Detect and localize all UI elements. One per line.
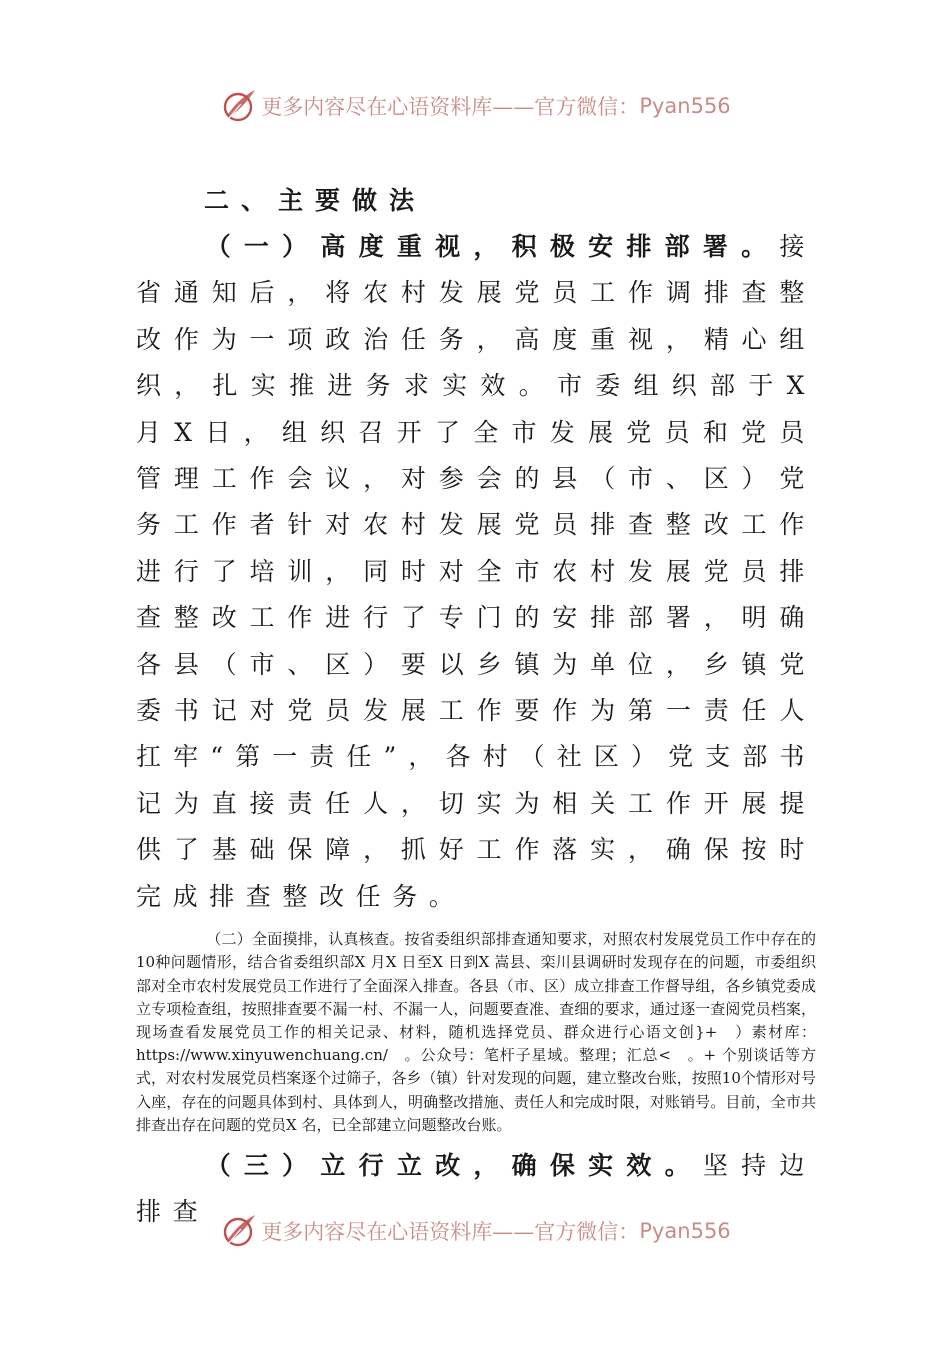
paragraph-2 (136, 928, 816, 1137)
quill-in-circle-logo-icon (219, 1211, 259, 1251)
paragraph-2-text: （二）全面摸排，认真核查。按省委组织部排查通知要求，对照农村发展党员工作中存在的10种问题情形，结合省委组织部X 月X 日至X 日到X 嵩县、栾川县调研时发现存在的问题，市委组织部对全市农村发展党员工作进行了全面深入排查。各县（市、区）成立排查工作督导组，各乡镇党委成立专项检查组，按照排查要不漏一村、不漏一人，问题要查准、查细的要求，通过逐一查阅党员档案，现场查看发展党员工作的相关记录、材料，随机选择党员、群众进行心语文创}+ ）素材库：https://www.xinyuwenchuang.cn/ 。公众号：笔杆子星域。整理；汇总< 。+ 个别谈话等方式，对农村发展党员档案逐个过筛子，各乡（镇）针对发现的问题，建立整改台账，按照10个情形对号入座，存在的问题具体到村、具体到人，明确整改措施、责任人和完成时限，对账销号。目前，全市共排查出存在问题的党员X 名，已全部建立问题整改台账。 (136, 930, 816, 1134)
document-body (136, 178, 816, 1236)
header-banner (0, 84, 950, 128)
section-title: 二、主要做法 (204, 186, 427, 215)
paragraph-3-body: 坚持边排查 (136, 1150, 816, 1227)
quill-in-circle-logo-icon (219, 86, 259, 126)
banner-text: 更多内容尽在心语资料库——官方微信： (261, 95, 640, 119)
paragraph-1-body: 接省通知后，将农村发展党员工作调排查整改作为一项政治任务，高度重视，精心组织，扎实推进务求实效。市委组织部于X月X日，组织召开了全市发展党员和党员管理工作会议，对参会的县（市、区）党务工作者针对农村发展党员排查整改工作进行了培训，同时对全市农村发展党员排查整改工作进行了专门的安排部署，明确各县（市、区）要以乡镇为单位，乡镇党委书记对党员发展工作要作为第一责任人扛牢“第一责任”，各村（社区）党支部书记为直接责任人，切实为相关工作开展提供了基础保障，抓好工作落实，确保按时完成排查整改任务。 (136, 232, 816, 911)
paragraph-3-lead: （三）立行立改，确保实效。 (204, 1150, 703, 1180)
paragraph-1-lead: （一）高度重视，积极安排部署。 (204, 232, 780, 261)
paragraph-1 (136, 224, 816, 920)
footer-banner (0, 1209, 950, 1253)
banner-brand: Pyan556 (639, 94, 731, 118)
banner-brand: Pyan556 (639, 1219, 731, 1243)
banner-text: 更多内容尽在心语资料库——官方微信： (261, 1220, 640, 1244)
